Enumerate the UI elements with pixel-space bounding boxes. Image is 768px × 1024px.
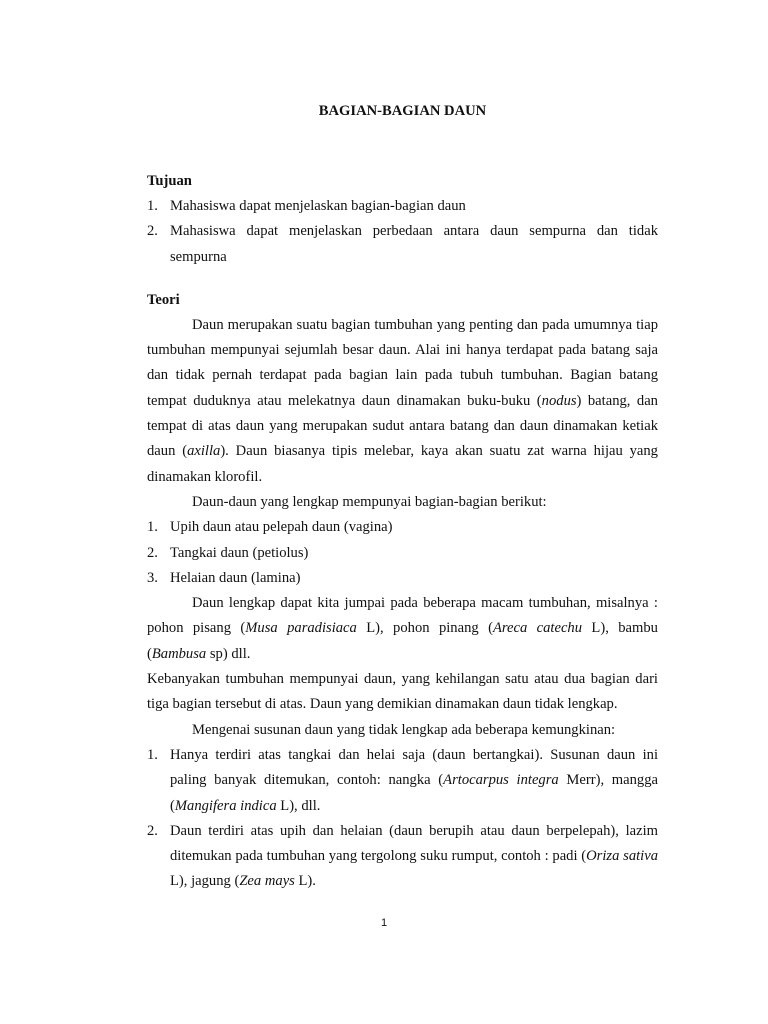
list-number: 1. [147, 198, 158, 214]
paragraph-complete-leaf-examples [147, 591, 658, 667]
italic-term: Zea mays [239, 873, 295, 890]
text-run: Daun merupakan suatu bagian tumbuhan yang penting dan pada umumnya tiap tumbuhan mempunyai sejumlah besar daun. Alai ini hanya terdapat pada batang saja dan tidak pernah terdapat pada bagian lain pada tubuh tumbuhan. Bagian batang tempat duduknya atau melekatnya daun dinamakan buku-buku ( [147, 316, 658, 409]
list-item [147, 515, 658, 540]
text-run: ). Daun biasanya tipis melebar, kaya akan suatu zat warna hijau yang dinamakan klorofil. [147, 443, 658, 485]
text-run: L). [294, 873, 316, 890]
list-number: 1. [147, 746, 158, 763]
italic-term: Areca catechu [492, 620, 583, 637]
italic-term: Oriza sativa [586, 848, 658, 865]
section-heading-tujuan: Tujuan [147, 173, 192, 189]
text-run: Daun lengkap dapat kita jumpai pada beberapa macam tumbuhan, misalnya : pohon pisang ( [147, 595, 658, 637]
list-number: 2. [147, 822, 158, 839]
list-text [170, 819, 658, 895]
italic-term: Artocarpus integra [443, 772, 559, 789]
list-number: 1. [147, 519, 158, 536]
tujuan-list [147, 194, 658, 270]
list-number: 2. [147, 544, 158, 561]
list-text: Tangkai daun (petiolus) [170, 544, 309, 561]
list-text: Upih daun atau pelepah daun (vagina) [170, 519, 393, 536]
list-item [147, 194, 658, 219]
list-text: Mahasiswa dapat menjelaskan bagian-bagian daun [170, 198, 466, 214]
list-item [147, 566, 658, 591]
text-run: L), dll. [276, 797, 321, 814]
list-text: Mahasiswa dapat menjelaskan perbedaan antara daun sempurna dan tidak sempurna [170, 223, 658, 265]
italic-term: Mangifera indica [174, 797, 277, 814]
italic-term: nodus [541, 392, 577, 409]
list-number: 2. [147, 223, 158, 240]
text-run: ) batang, dan tempat di atas daun yang merupakan sudut antara batang dan daun dinamakan ketiak daun ( [147, 392, 658, 460]
document-title: BAGIAN-BAGIAN DAUN [318, 103, 487, 119]
paragraph-definition [147, 313, 658, 490]
paragraph-incomplete-leaf: Kebanyakan tumbuhan mempunyai daun, yang kehilangan satu atau dua bagian dari tiga bagian tersebut di atas. Daun yang demikian dinamakan daun tidak lengkap. [147, 671, 658, 713]
list-item [147, 541, 658, 566]
text-run: Hanya terdiri atas tangkai dan helai saja (daun bertangkai). Susunan daun ini paling banyak ditemukan, contoh: nangka ( [170, 746, 658, 789]
italic-term: Bambusa [151, 645, 207, 662]
leaf-parts-list [147, 515, 658, 591]
text-run: L), pohon pinang ( [356, 620, 493, 637]
list-item [147, 819, 658, 895]
list-text: Helaian daun (lamina) [170, 569, 301, 586]
list-number: 3. [147, 569, 158, 586]
list-item [147, 219, 658, 270]
text-run: Daun terdiri atas upih dan helaian (daun berupih atau daun berpelepah), lazim ditemukan pada tumbuhan yang tergolong suku rumput, contoh : padi ( [170, 822, 658, 865]
text-run: L), bambu ( [147, 620, 658, 662]
list-item [147, 743, 658, 819]
list-text [170, 743, 658, 819]
text-run: sp) dll. [206, 645, 251, 662]
document-body [147, 101, 658, 895]
paragraph-parts-intro: Daun-daun yang lengkap mempunyai bagian-bagian berikut: [192, 493, 547, 510]
section-heading-teori: Teori [147, 291, 180, 308]
paragraph-possibilities-intro: Mengenai susunan daun yang tidak lengkap ada beberapa kemungkinan: [192, 721, 616, 738]
italic-term: Musa paradisiaca [245, 620, 357, 637]
possibilities-list [147, 743, 658, 895]
text-run: L), jagung ( [170, 873, 240, 890]
italic-term: axilla [187, 443, 221, 460]
text-run: Merr), mangga ( [170, 772, 659, 814]
page-number: 1 [380, 917, 388, 929]
